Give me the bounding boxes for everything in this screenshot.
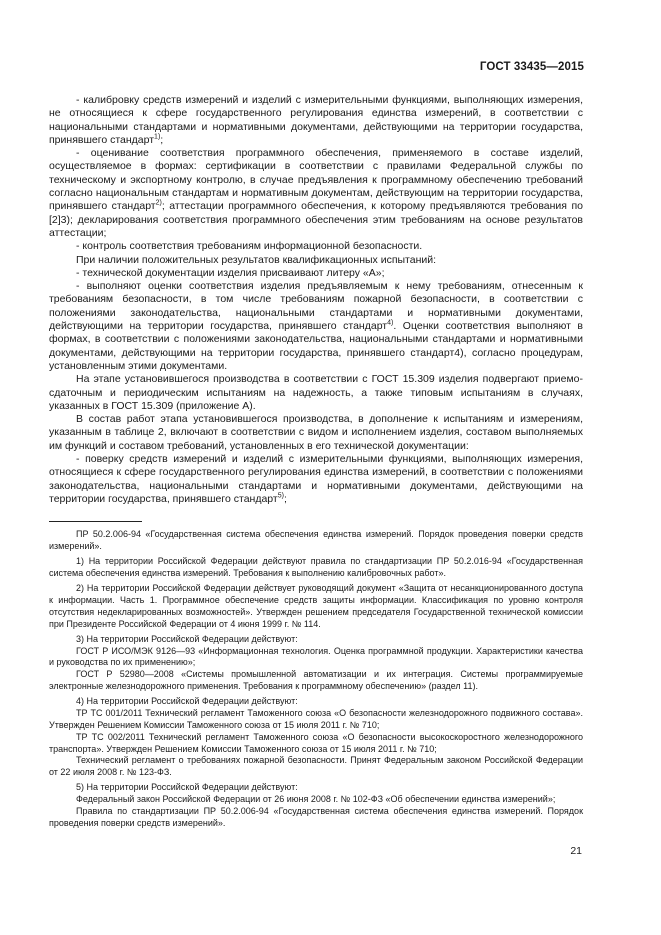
footnote: ТР ТС 002/2011 Технический регламент Таможенного союза «О безопасности высокоскоростного железнодорожного транспорта». Утвержден Решением Комиссии Таможенного союза от 15 июля 2011 г. № 710; (49, 731, 583, 754)
paragraph: - калибровку средств измерений и изделий с измерительными функциями, выполняющих измерения, не относящиеся к сфере государственного регулирования единства измерений, в соответствии с национальными стандартами и нормативными документами, действующими на территории государства, принявшего стандарт$^{1)}$; (49, 94, 583, 146)
paragraph: - выполняют оценки соответствия изделия предъявляемым к нему требованиям, отнесенным к требованиям безопасности, в том числе требованиям пожарной безопасности, в соответствии с положениями законодательства, национальными стандартами и нормативными документами, действующими на территории государства, принявшего стандарт$^{4)}$. Оценки соответствия выполняют в формах, в соответствии с положениями законодательства, национальными стандартами и нормативными документами, действующими на территории государства, принявшего стандарт4), согласно процедурам, установленным этими документами. (49, 280, 583, 372)
paragraph: - поверку средств измерений и изделий с измерительными функциями, выполняющих измерения, относящиеся к сфере государственного регулирования единства измерений, в соответствии с положениями законодательства, национальными стандартами и нормативными документами, действующими на территории государства, принявшего стандарт$^{5)}$; (49, 453, 583, 505)
paragraph: - контроль соответствия требованиям информационной безопасности. (76, 240, 423, 253)
paragraph: На этапе установившегося производства в соответствии с ГОСТ 15.309 изделия подвергают приемо-сдаточным и периодическим испытаниям на надежность, а также типовым испытаниям в случаях, указанных в ГОСТ 15.309 (приложение А). (49, 373, 583, 412)
footnote: 2) На территории Российской Федерации действует руководящий документ «Защита от несанкционированного доступа к информации. Часть 1. Программное обеспечение средств защиты информации. Классификация по уровню контроля отсутствия недекларированных возможностей». Утвержден решением председателя Государственной технической комиссии при Президенте Российской Федерации от 4 июня 1999 г. № 114. (49, 583, 583, 629)
footnote: Федеральный закон Российской Федерации от 26 июня 2008 г. № 102-ФЗ «Об обеспечении единства измерений»; (76, 794, 556, 805)
footnote: ТР ТС 001/2011 Технический регламент Таможенного союза «О безопасности железнодорожного подвижного состава». Утвержден Решением Комиссии Таможенного союза от 15 июля 2011 г. № 710; (49, 708, 583, 730)
footnote: 3) На территории Российской Федерации действуют: (76, 633, 298, 644)
paragraph: В состав работ этапа установившегося производства, в дополнение к испытаниям и измерениям, указанным в таблице 2, включают в соответствии с видом и исполнением изделия, составом выполняемых им функций и составом требований, установленных в его технической документации: (49, 413, 583, 452)
footnote: ГОСТ Р 52980—2008 «Системы промышленной автоматизации и их интеграция. Системы программируемые электронные железнодорожного применения. Требования к программному обеспечению» (раздел 11). (49, 669, 583, 692)
footnote: 4) На территории Российской Федерации действуют: (76, 696, 298, 707)
footnote: ПР 50.2.006-94 «Государственная система обеспечения единства измерений. Порядок проведения поверки средств измерений». (49, 529, 583, 551)
footnote: 5) На территории Российской Федерации действуют: (76, 782, 298, 793)
main-text (49, 94, 583, 506)
footnote: Технический регламент о требованиях пожарной безопасности. Принят Федеральным законом Российской Федерации от 22 июля 2008 г. № 123-ФЗ. (49, 755, 583, 778)
footnote: ГОСТ Р ИСО/МЭК 9126—93 «Информационная технология. Оценка программной продукции. Характеристики качества и руководства по их применению»; (49, 645, 583, 668)
document-header: ГОСТ 33435—2015 (479, 61, 584, 73)
footnote-separator (49, 521, 142, 522)
footnote: 1) На территории Российской Федерации действуют правила по стандартизации ПР 50.2.016-94 «Государственная система обеспечения единства измерений. Требования к выполнению калибровочных работ». (49, 556, 583, 578)
paragraph: - технической документации изделия присваивают литеру «А»; (76, 266, 385, 279)
paragraph: - оценивание соответствия программного обеспечения, применяемого в составе изделий, осуществляемое в формах: сертификации в соответствии с правилами Федеральной службы по техническому и экспортному контролю, в случае предъявления к программному обеспечению требований согласно национальным стандартам и нормативным документам, действующим на территории государства, принявшего стандарт$^{2)}$; аттестации программного обеспечения, к которому предъявляются требования по [2]3); декларирования соответствия программного обеспечения этим требованиям на основе результатов аттестации; (49, 147, 583, 239)
paragraph: При наличии положительных результатов квалификационных испытаний: (76, 253, 437, 266)
page-number: 21 (570, 845, 582, 857)
footnotes (49, 529, 583, 830)
footnote: Правила по стандартизации ПР 50.2.006-94 «Государственная система обеспечения единства измерений. Порядок проведения поверки средств измерений». (49, 806, 583, 828)
